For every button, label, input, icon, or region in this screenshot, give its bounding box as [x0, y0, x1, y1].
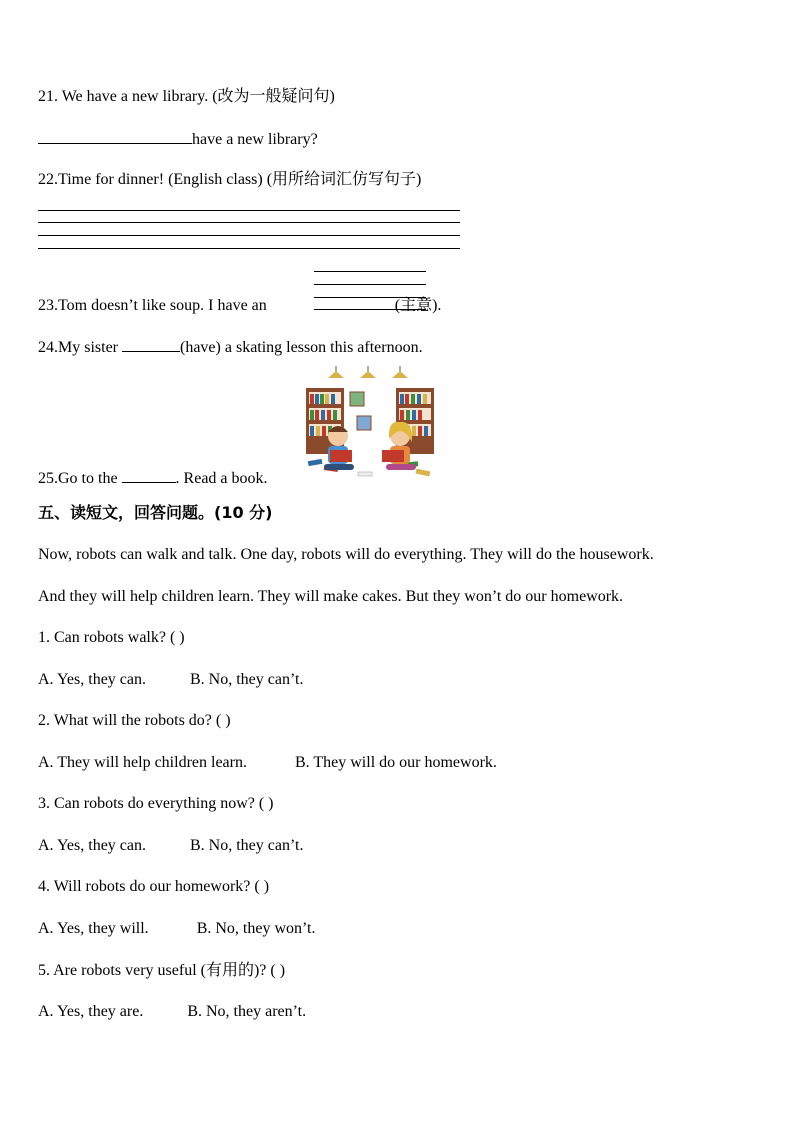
reading-options-1 [38, 670, 303, 690]
option-a[interactable]: A. They will help children learn. [38, 754, 247, 771]
option-a[interactable]: A. Yes, they will. [38, 920, 149, 937]
question-24 [38, 337, 423, 358]
reading-options-2 [38, 753, 497, 773]
q23-blank-rule-2[interactable] [314, 284, 426, 285]
option-b[interactable]: B. They will do our homework. [294, 754, 497, 771]
question-21: 21. We have a new library. (改为一般疑问句) [38, 88, 335, 105]
reading-question-2: 2. What will the robots do? ( ) [38, 712, 231, 729]
answer-blank[interactable] [122, 468, 176, 483]
option-b[interactable]: B. No, they can’t. [190, 837, 304, 854]
question-23 [38, 296, 441, 316]
option-a[interactable]: A. Yes, they can. [38, 837, 146, 854]
option-b[interactable]: B. No, they can’t. [190, 671, 304, 688]
passage-line-2: And they will help children learn. They will make cakes. But they won’t do our homework. [38, 588, 624, 605]
reading-options-5 [38, 1002, 306, 1022]
reading-question-1: 1. Can robots walk? ( ) [38, 629, 185, 646]
question-23-prefix: 23.Tom doesn’t like soup. I have an [38, 297, 267, 314]
section-title: 五、读短文，回答问题。(10 分) [38, 503, 273, 522]
answer-rule-1[interactable] [38, 210, 460, 211]
question-21-answer-line [38, 129, 318, 150]
answer-rule-4[interactable] [38, 248, 460, 249]
question-23-suffix: (主意). [394, 297, 442, 314]
lamp-icon [328, 366, 408, 378]
reading-options-3 [38, 836, 303, 856]
library-illustration [304, 366, 436, 484]
reading-question-4: 4. Will robots do our homework? ( ) [38, 878, 270, 895]
question-25-prefix: 25.Go to the [38, 470, 118, 487]
option-b[interactable]: B. No, they aren’t. [187, 1003, 307, 1020]
wall-picture-icon [357, 416, 371, 430]
question-25 [38, 468, 268, 489]
reading-question-3: 3. Can robots do everything now? ( ) [38, 795, 274, 812]
passage-line-1: Now, robots can walk and talk. One day, robots will do everything. They will do the housework. [38, 546, 654, 563]
question-21-suffix: have a new library? [192, 131, 318, 148]
reading-options-4 [38, 919, 316, 939]
question-25-suffix: . Read a book. [175, 470, 268, 487]
question-24-suffix: (have) a skating lesson this afternoon. [180, 339, 423, 356]
wall-picture-icon [350, 392, 364, 406]
answer-rule-3[interactable] [38, 235, 460, 236]
option-a[interactable]: A. Yes, they can. [38, 671, 146, 688]
option-a[interactable]: A. Yes, they are. [38, 1003, 144, 1020]
answer-blank[interactable] [38, 129, 192, 144]
option-b[interactable]: B. No, they won’t. [196, 920, 316, 937]
q23-blank-rule-1[interactable] [314, 271, 426, 272]
answer-rule-2[interactable] [38, 222, 460, 223]
reading-question-5: 5. Are robots very useful (有用的)? ( ) [38, 962, 286, 979]
question-24-prefix: 24.My sister [38, 339, 118, 356]
question-22: 22.Time for dinner! (English class) (用所给词汇仿写句子) [38, 171, 422, 188]
answer-blank[interactable] [122, 337, 180, 352]
